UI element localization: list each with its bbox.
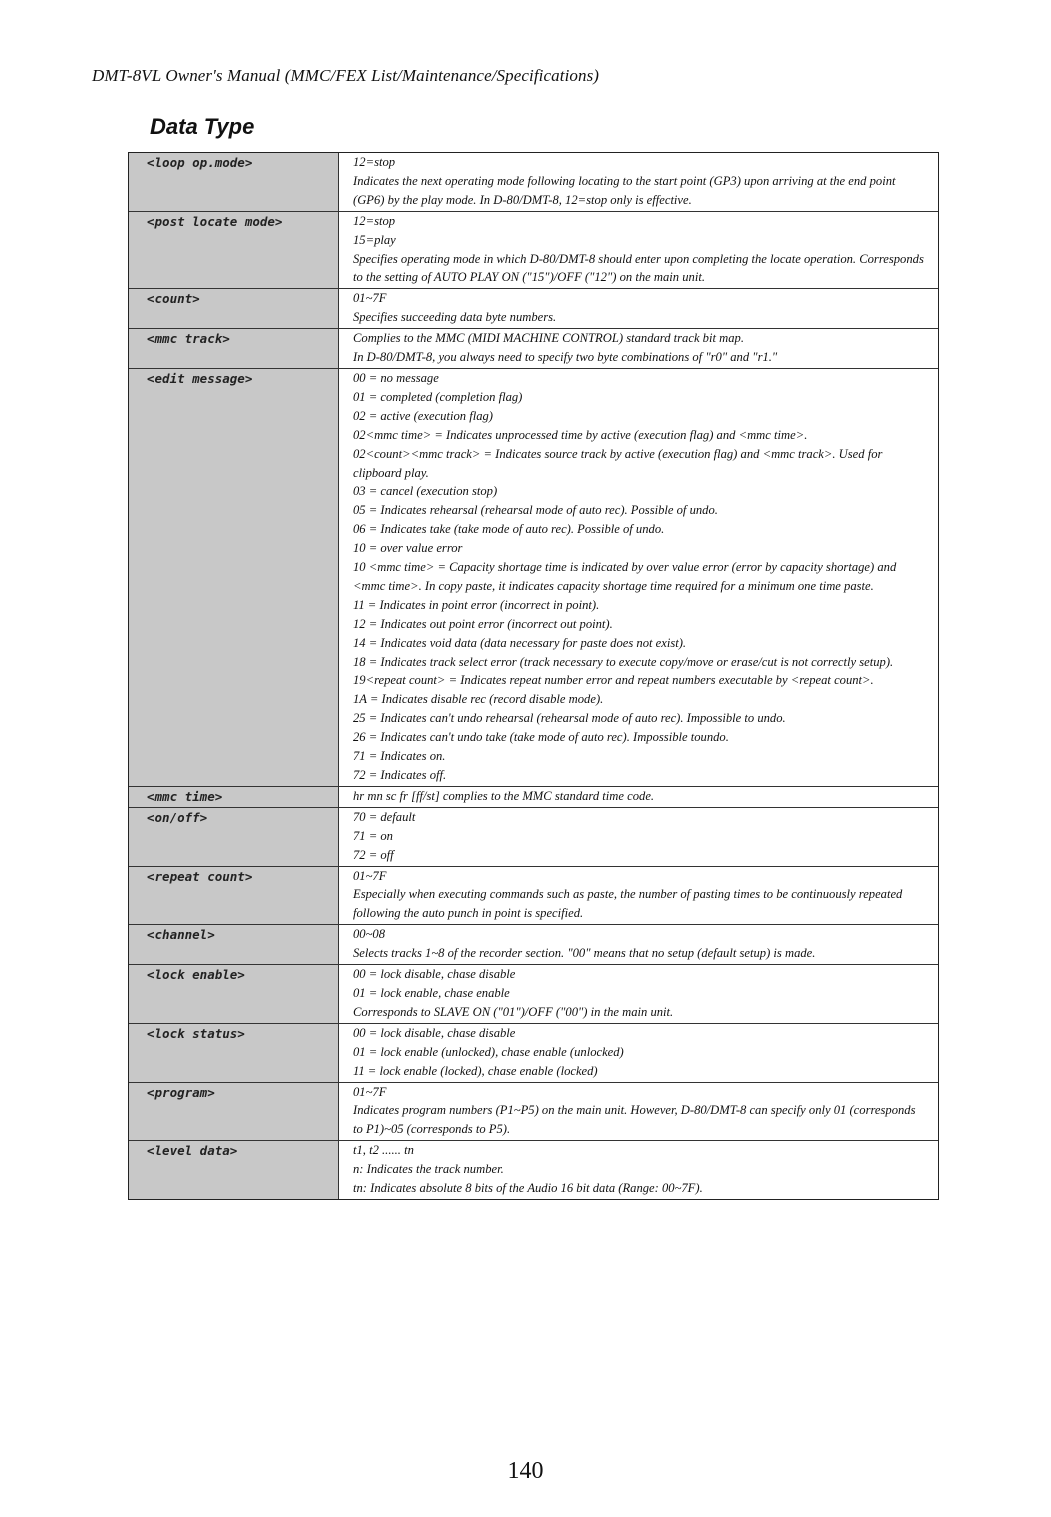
description-line: 01~7F xyxy=(353,868,387,883)
description-line: 03 = cancel (execution stop) xyxy=(353,484,498,499)
data-type-description xyxy=(339,1083,938,1141)
table-row xyxy=(129,1082,938,1141)
description-line: 11 = Indicates in point error (incorrect in point). xyxy=(353,597,600,612)
description-line: 72 = Indicates off. xyxy=(353,768,447,782)
description-line: 25 = Indicates can't undo rehearsal (rehearsal mode of auto rec). Impossible to undo. xyxy=(353,711,786,726)
description-line: 12=stop xyxy=(353,155,396,169)
description-line: hr mn sc fr [ff/st] complies to the MMC standard time code. xyxy=(353,788,655,803)
data-type-description xyxy=(339,787,938,807)
data-type-description xyxy=(339,369,938,786)
description-line: n: Indicates the track number. xyxy=(353,1162,504,1177)
data-type-name: <mmc track> xyxy=(129,329,339,368)
data-type-description xyxy=(339,1141,938,1199)
description-line: 72 = off xyxy=(353,847,394,862)
description-line: 02 = active (execution flag) xyxy=(353,408,493,423)
data-type-name: <channel> xyxy=(129,925,339,964)
description-line: 10 = over value error xyxy=(353,541,463,556)
description-line: 00~08 xyxy=(353,927,386,942)
description-line: Specifies succeeding data byte numbers. xyxy=(353,310,557,325)
description-line: 00 = no message xyxy=(353,370,439,385)
description-line: Indicates program numbers (P1~P5) on the main unit. However, D-80/DMT-8 can specify only 01 (corresponds to P1)~05 (corresponds to P5). xyxy=(353,1103,919,1137)
description-line: 02<mmc time> = Indicates unprocessed time by active (execution flag) and <mmc time>. xyxy=(353,427,808,442)
data-type-name: <on/off> xyxy=(129,808,339,866)
data-type-description xyxy=(339,808,938,866)
data-type-description xyxy=(339,289,938,328)
description-line: 01 = lock enable (unlocked), chase enable (unlocked) xyxy=(353,1044,624,1059)
description-line: 02<count><mmc track> = Indicates source track by active (execution flag) and <mmc track>. Used for clipboard play. xyxy=(353,446,886,480)
data-type-name: <count> xyxy=(129,289,339,328)
table-row xyxy=(129,924,938,964)
data-type-name: <mmc time> xyxy=(129,787,339,807)
data-type-name: <post locate mode> xyxy=(129,212,339,289)
table-row xyxy=(129,368,938,786)
description-line: 00 = lock disable, chase disable xyxy=(353,1025,516,1040)
description-line: 71 = on xyxy=(353,828,393,843)
description-line: Indicates the next operating mode following locating to the start point (GP3) upon arriving at the end point (GP6) by the play mode. In D-80/DMT-8, 12=stop only is effective. xyxy=(353,173,899,207)
description-line: 1A = Indicates disable rec (record disable mode). xyxy=(353,692,604,707)
table-row xyxy=(129,964,938,1023)
description-line: 12=stop xyxy=(353,213,396,228)
table-row xyxy=(129,153,938,211)
description-line: In D-80/DMT-8, you always need to specify two byte combinations of "r0" and "r1." xyxy=(353,350,778,365)
data-type-name: <lock enable> xyxy=(129,965,339,1023)
data-type-name: <repeat count> xyxy=(129,867,339,925)
data-type-name: <level data> xyxy=(129,1141,339,1199)
description-line: 19<repeat count> = Indicates repeat number error and repeat numbers executable by <repeat count>. xyxy=(353,673,874,688)
data-type-description xyxy=(339,1024,938,1082)
description-line: 15=play xyxy=(353,232,396,247)
data-type-name: <lock status> xyxy=(129,1024,339,1082)
table-row xyxy=(129,328,938,368)
description-line: 01~7F xyxy=(353,1084,387,1099)
description-line: Complies to the MMC (MIDI MACHINE CONTROL) standard track bit map. xyxy=(353,331,744,346)
description-line: 06 = Indicates take (take mode of auto rec). Possible of undo. xyxy=(353,522,665,537)
description-line: Selects tracks 1~8 of the recorder section. "00" means that no setup (default setup) is made. xyxy=(353,946,816,961)
section-title: Data Type xyxy=(150,114,255,139)
data-type-description xyxy=(339,925,938,964)
description-line: 01 = completed (completion flag) xyxy=(353,389,523,404)
data-type-description xyxy=(339,153,938,211)
table-row xyxy=(129,288,938,328)
description-line: 05 = Indicates rehearsal (rehearsal mode of auto rec). Possible of undo. xyxy=(353,503,718,518)
table-row xyxy=(129,866,938,925)
data-type-name: <program> xyxy=(129,1083,339,1141)
data-type-name: <edit message> xyxy=(129,369,339,786)
description-line: 00 = lock disable, chase disable xyxy=(353,967,516,982)
table-row xyxy=(129,807,938,866)
description-line: 01~7F xyxy=(353,291,387,306)
description-line: t1, t2 ...... tn xyxy=(353,1143,414,1158)
page-number: 140 xyxy=(507,1458,544,1484)
description-line: 12 = Indicates out point error (incorrect out point). xyxy=(353,616,613,631)
table-row xyxy=(129,211,938,289)
data-type-table xyxy=(128,152,939,1200)
data-type-description xyxy=(339,867,938,925)
description-line: 18 = Indicates track select error (track necessary to execute copy/move or erase/cut is not correctly setup). xyxy=(353,654,894,669)
description-line: tn: Indicates absolute 8 bits of the Audio 16 bit data (Range: 00~7F). xyxy=(353,1181,703,1196)
description-line: 26 = Indicates can't undo take (take mode of auto rec). Impossible toundo. xyxy=(353,730,729,745)
description-line: 11 = lock enable (locked), chase enable (locked) xyxy=(353,1063,598,1078)
table-row xyxy=(129,1023,938,1082)
description-line: 70 = default xyxy=(353,809,416,824)
description-line: 01 = lock enable, chase enable xyxy=(353,985,510,1000)
data-type-description xyxy=(339,965,938,1023)
data-type-description xyxy=(339,329,938,368)
description-line: Corresponds to SLAVE ON ("01")/OFF ("00") in the main unit. xyxy=(353,1004,674,1019)
description-line: Specifies operating mode in which D-80/DMT-8 should enter upon completing the locate operation. Corresponds to the setting of AUTO PLAY ON ("15")/OFF ("12") on the main unit. xyxy=(353,251,928,285)
running-head: DMT-8VL Owner's Manual (MMC/FEX List/Maintenance/Specifications) xyxy=(92,66,600,85)
data-type-description xyxy=(339,212,938,289)
table-row xyxy=(129,1140,938,1199)
description-line: 10 <mmc time> = Capacity shortage time is indicated by over value error (error by capacity shortage) and <mmc time>. In copy paste, it indicates capacity shortage time required for a minimum one time paste. xyxy=(353,560,900,593)
description-line: Especially when executing commands such as paste, the number of pasting times to be continuously repeated following the auto punch in point is specified. xyxy=(353,887,906,921)
data-type-name: <loop op.mode> xyxy=(129,153,339,211)
table-row xyxy=(129,786,938,807)
description-line: 14 = Indicates void data (data necessary for paste does not exist). xyxy=(353,635,687,650)
description-line: 71 = Indicates on. xyxy=(353,749,446,764)
